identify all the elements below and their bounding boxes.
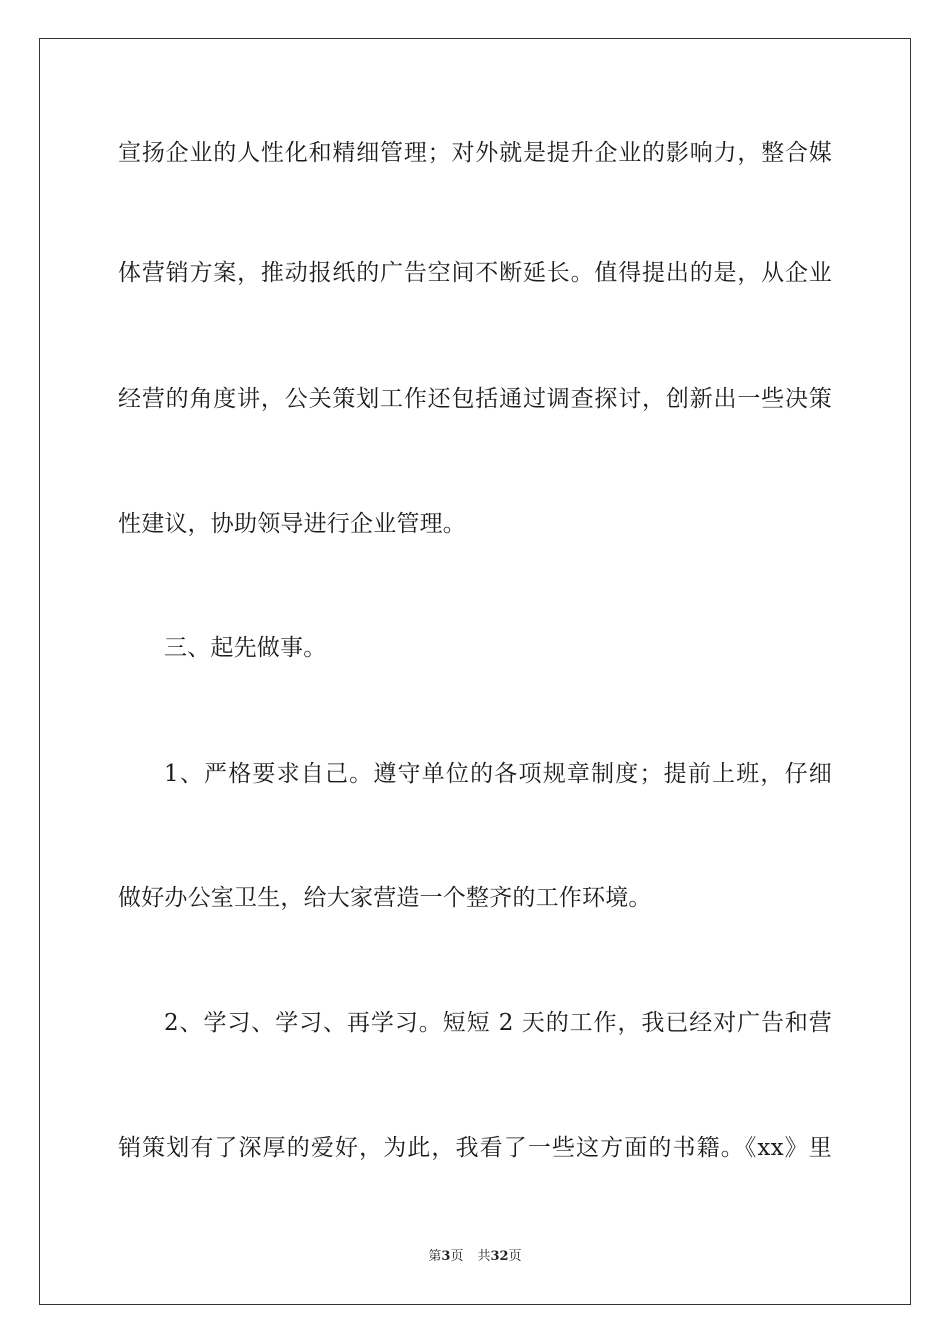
text-line-8: 2、学习、学习、再学习。短短 2 天的工作，我已经对广告和营	[164, 1010, 832, 1036]
text-line-2: 体营销方案，推动报纸的广告空间不断延长。值得提出的是，从企业	[118, 260, 832, 286]
footer-page-suffix: 页	[450, 1249, 464, 1264]
text-line-1: 宣扬企业的人性化和精细管理；对外就是提升企业的影响力，整合媒	[118, 140, 832, 166]
footer-total-pages: 32	[490, 1249, 509, 1264]
text-line-6: 1、严格要求自己。遵守单位的各项规章制度；提前上班，仔细	[164, 761, 832, 787]
footer-total-suffix: 页	[508, 1249, 522, 1264]
page-frame	[39, 38, 911, 1305]
page-footer	[0, 1248, 950, 1266]
text-line-7: 做好办公室卫生，给大家营造一个整齐的工作环境。	[118, 885, 652, 911]
footer-total-prefix: 共	[477, 1249, 491, 1264]
text-line-4: 性建议，协助领导进行企业管理。	[118, 511, 466, 537]
footer-page-prefix: 第	[428, 1249, 442, 1264]
section-heading: 三、起先做事。	[164, 635, 327, 661]
text-line-9: 销策划有了深厚的爱好，为此，我看了一些这方面的书籍。《xx》里	[118, 1135, 832, 1161]
text-line-3: 经营的角度讲，公关策划工作还包括通过调查探讨，创新出一些决策	[118, 386, 832, 412]
footer-page-number: 3	[441, 1249, 451, 1264]
